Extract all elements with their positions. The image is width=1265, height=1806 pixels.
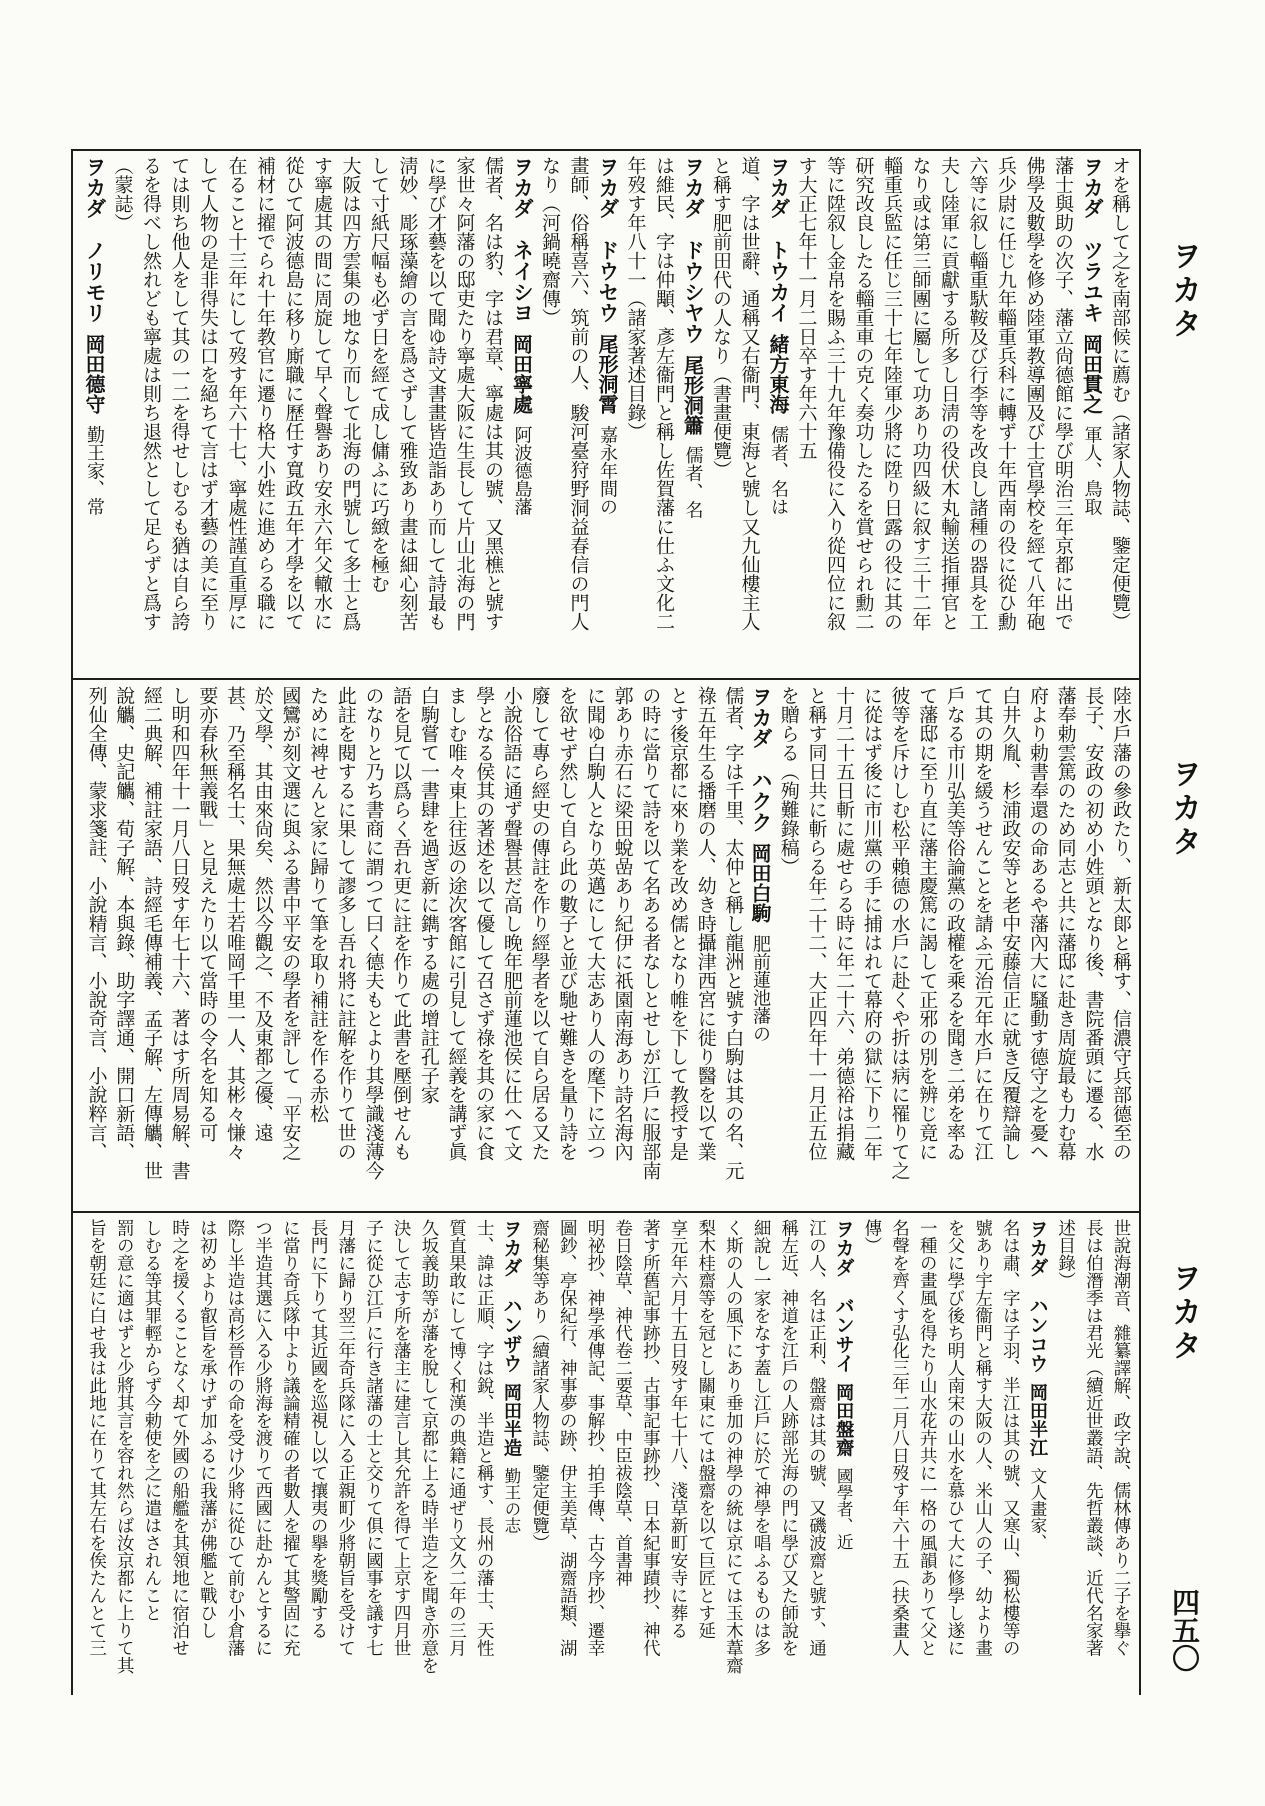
text-column: 著す所舊記事跡抄、古事記事跡抄、日本紀事蹟抄、神代 [640,1219,661,1657]
text-column: るを得べし然れども寧處は則ち退然として足らずと爲す [140,156,162,631]
text-column: 質直果敢にして博く和漢の典籍に通ぜり文久二年の三月 [446,1219,467,1657]
text-column: 要亦春秋無義戰」と見えたり以て當時の令名を知る可 [196,686,219,1142]
text-column: 道、字は世辭、通稱又右衞門、東海と號し又九仙樓主人 [738,156,761,631]
headword-name: 尾形洞簫 [680,354,705,435]
text-column: して人物の是非得失は口を絕ちて言はず才藝の美に至り [197,156,219,631]
headword-kana: ヲカダ ツラユキ [1079,156,1104,324]
entry-heading-column [507,156,536,674]
text-column: 兵少尉に任じ九年輜重兵科に轉ず十年西南の役に從ひ勳 [995,156,1017,631]
headword-name: 岡田半江 [1026,1382,1048,1457]
text-column: 士、諱は正順、字は銳、半造と稱す、長州の藩士、天性 [474,1219,495,1657]
text-column: （蒙誌） [111,156,134,232]
text-column: 儒者、名は豹、字は君章、寧處は其の號、又黑樵と號す [482,156,504,631]
text-column: 名聲を齊くす弘化三年二月八日歿す年六十五（扶桑畫人 [889,1219,910,1657]
text-column: 決して志す所を藩主に建言し其允許を得て上京す四月世 [391,1219,412,1657]
text-column: 六等に叙し輜重馱鞍及び行李等を改良し諸種の器具を工 [966,156,989,631]
headword-kana: ヲカダ ノリモリ [82,156,106,324]
top-tier [78,156,1134,674]
text-column: オを稱して之を南部候に薦む（諸家人物誌、鑒定便覽） [1109,156,1131,631]
headword-kana: ヲカダ ハンザウ [499,1219,523,1373]
frame-right-rule [1139,149,1141,1695]
text-column: は維民、字は仲顒、彥左衞門と稱し佐賀藩に仕ふ文化二 [653,156,675,631]
entry-description: 嘉永年間の [597,425,618,516]
entry-heading-column [829,1219,857,1693]
text-column: 小說俗語に通ず聲譽甚だ高し晚年肥前蓮池侯に仕へて文 [500,686,523,1161]
headword-kana: ヲカダ バンサイ [832,1219,856,1373]
text-column: して寸紙尺幅も必ず日を經て成し傭ふに巧緻を極む [368,156,390,593]
text-column: なり（河鍋曉齋傳） [539,156,561,327]
entry-description: 儒者、名 [682,446,704,519]
text-column: く斯の人の風下にあり垂加の神學の統は京にては玉木葦齋 [723,1219,744,1674]
entry-heading-column [593,156,622,674]
text-column: に從はず後に市川黨の手に捕はれて幕府の獄に下り二年 [860,686,883,1161]
text-column: 國鸞が刻文選に與ふる書中平安の學者を評して「平安之 [279,686,302,1161]
running-head-bottom: ヲカタ [1166,1262,1201,1364]
text-column: 祿五年生る播磨の人、幼き時攝津西宮に徙り醫を以て業 [694,686,717,1161]
text-column: に學び才藝を以て聞ゆ詩文書畫皆造詣あり而して詩最も [425,156,447,631]
entry-description: 儒者、名は [768,425,789,516]
text-column: ましむ唯々東上往返の途次客館に引見して經義を講ず眞 [445,686,468,1161]
text-column: のなりと乃ち書商に謂つて曰く德夫もとより其學識淺薄今 [362,686,385,1180]
text-column: 時之を援くることなく却て外國の船艦を其領地に宿泊せ [169,1219,190,1657]
text-column: 年歿す年八十一（諸家著述目錄） [624,156,647,441]
text-column: を欲せず然して自ら此の數子と並び馳せ難きを量り詩を [556,686,579,1161]
text-column: 家世々阿藩の邸吏たり寧處大阪に生長して片山北海の門 [453,156,476,631]
entry-heading-column [497,1219,525,1693]
entry-description: 勤王の志 [501,1467,521,1534]
text-column: 廢して專ら經史の傳註を作り經學者を以て自ら居る又た [528,686,551,1161]
tier-divider-upper [71,678,1141,680]
text-column: ては則ち他人をして其の一二を得せしむるも猶は自ら誇 [168,156,191,631]
headword-name: 岡田半造 [500,1382,522,1457]
headword-kana: ヲカダ ドウセウ [595,156,619,324]
text-column: 傳） [861,1219,882,1254]
entry-description: 肥前蓮池藩の [750,934,772,1043]
text-column: 大阪は四方雲集の地なり而して北海の門號して多士と爲 [339,156,362,631]
text-column: 梨木桂齋等を冠とし關東にては盤齋を以て巨匠とす延 [695,1219,716,1639]
text-column: つ半造其選に入る少將海を渡りて西國に赴かんとするに [252,1219,273,1657]
entry-description: 軍人、鳥取 [1081,425,1103,516]
text-column: を父に學び後ち明人南宋の山水を慕ひて大に修學し遂に [944,1219,965,1657]
text-column: 夫し陸軍に貢獻する所多し日淸の役伏木丸輸送指揮官と [938,156,960,631]
text-column: 月藩に歸り翌三年奇兵隊に入る正親町少將朝旨を受けて [335,1219,356,1657]
text-column: 細說し一家をなす蓋し江戶に於て神學を唱ふるものは多 [751,1219,772,1657]
text-column: 十月二十五日斬に處せらる時に年二十六、弟德裕は捐藏 [833,686,856,1161]
text-column: に聞ゆ白駒人となり英邁にして大志あり人の麾下に立つ [583,686,606,1161]
running-head-middle: ヲカタ [1166,758,1201,860]
entry-description: 文人畫家、 [1027,1467,1047,1551]
headword-name: 尾形洞霄 [595,333,619,414]
text-column: 在ること十三年にして歿す年六十七、寧處性謹直重厚に [225,156,248,631]
text-column: ために裨せんと家に歸りて筆を取り補註を作る赤松 [307,686,330,1123]
frame-left-rule [71,149,73,1695]
text-column: を贈らる（殉難錄稿） [777,686,800,876]
headword-name: 岡田盤齋 [833,1382,855,1457]
entry-heading-column [764,156,793,674]
entry-description: 阿波德島藩 [511,425,533,516]
text-column: す大正七年十一月二日卒す年六十五 [795,156,818,460]
text-column: 罰の意に適はずと少將其言を容れ然らば汝京都に上りて其 [114,1219,135,1674]
headword-kana: ヲカダ ハクク [748,686,773,833]
text-column: 圖鈔、亭保紀行、神事夢の跡、伊主美草、湖齋語類、湖 [557,1219,578,1657]
headword-kana: ヲカダ ハンコウ [1025,1219,1049,1373]
text-column: 藩士與助の次子、藩立尙德館に學び明治三年京都に出で [1052,156,1074,631]
text-column: 此註を閱するに果して謬多し吾れ將に註解を作りて世の [334,686,357,1161]
text-column: 久坂義助等が藩を脫して京都に上る時半造之を聞き亦意を [418,1219,439,1674]
frame-top-rule [71,149,1141,151]
text-column: 補材に擢でられ十年教官に遷り格大小姓に進めらる職に [254,156,276,631]
text-column: の時に當りて詩を以て名ある者なしとせしが江戶に服部南 [639,686,662,1180]
text-column: 號あり宇左衞門と稱す大阪の人、米山人の子、幼より畫 [972,1219,993,1657]
text-column: 齋秘集等あり（續諸家人物誌、鑒定便覽） [529,1219,550,1552]
headword-kana: ヲカダ ドウシヤウ [680,156,705,345]
text-column: 等に陞叙し金帛を賜ふ三十九年豫備役に入り從四位に叙 [824,156,846,631]
text-column: 佛學及數學を修め陸軍教導團及び士官學校を經て八年砲 [1023,156,1046,631]
text-column: は初めより叡旨を承けず加ふるに我藩が佛艦と戰ひし [197,1219,218,1639]
text-column: 戶なる市川弘美等俗論黨の政權を乘るを聞き二弟を率ゐ [943,686,966,1161]
text-column: 旨を朝廷に白せ我は此地に在りて其左右を俟たんとて三 [86,1219,107,1657]
text-column: 儒者、字は千里、太仲と稱し龍洲と號す白駒は其の名、元 [722,686,745,1180]
text-column: 畫師、俗稱喜六、筑前の人、駿河臺狩野洞益春信の門人 [567,156,590,631]
headword-name: 岡田貫之 [1079,333,1104,414]
text-column: て其の期を緩うせんことを請ふ元治元年水戶に在りて江 [971,686,994,1161]
text-column: 從ひて阿波德島に移り廝職に歷任す寬政五年才學を以て [282,156,305,631]
running-head-top: ヲカタ [1166,240,1201,342]
text-column: 長門に下りて其近國を巡視し以て攘夷の擧を獎勵する [308,1219,329,1639]
headword-name: 岡田寧處 [509,333,534,414]
text-column: しむる等其罪輕からず今勅使を之に遣はされんこと [141,1219,162,1622]
text-column: なり或は第三師團に屬して功あり功四級に叙す三十二年 [909,156,932,631]
text-column: 甚、乃至稱名士、果無處士若唯岡千里一人、其彬々慊々 [224,686,246,1161]
text-column: 郭あり赤石に梁田蛻嵒あり紀伊に祇園南海あり詩名海內 [611,686,634,1161]
text-column: 稱左近、神道を江戶の人跡部光海の門に學び又た師說を [778,1219,799,1657]
headword-name: 岡田德守 [82,333,106,414]
text-column: 白井久胤、杉浦政安等と老中安藤信正に就き反覆辯論し [999,686,1022,1161]
text-column: 淸妙、彫琢藻繪の言を爲さずして雅致あり畫は細心刻苦 [396,156,419,631]
text-column: 陸水戶藩の參政たり、新太郞と稱す、信濃守兵部德至の [1110,686,1132,1161]
headword-kana: ヲカダ トウカイ [766,156,790,324]
entry-heading-column [80,156,109,674]
text-column: 輜重兵監に任じ三十七年陸軍少將に陞り日露の役に其の [881,156,903,631]
text-column: 享元年六月十五日歿す年七十八、淺草新町安寺に葬る [668,1219,688,1639]
entry-heading-column [1023,1219,1051,1693]
text-column: 說觿、史記觿、荀子解、本與錄、助字譯通、開口新語、 [113,686,136,1161]
text-column: 經二典解、補註家語、詩經毛傳補義、孟子解、左傳觿、世 [140,686,163,1180]
entry-heading-column [746,686,774,1206]
text-column: 江の人、名は正利、盤齋は其の號、又磯波齋と號す、通 [806,1219,827,1657]
text-column: 卷日陰草、神代卷二要草、中臣祓陰草、首書神 [612,1219,633,1587]
entry-heading-column [1077,156,1106,674]
text-column: とす後京都に來り業を改め儒となり帷を下して教授す是 [667,686,689,1161]
text-column: 一種の畫風を得たり山水花卉共に一格の風韻ありて父と [917,1219,938,1657]
entry-heading-column [678,156,707,674]
middle-tier [78,686,1134,1206]
text-column: 述目錄） [1055,1219,1076,1289]
text-column: 白駒嘗て一書肆を過ぎ新に鐫する處の增註孔子家 [417,686,440,1104]
text-column: 長子、安政の初め小姓頭となり後、書院番頭に遷る、水 [1082,686,1105,1161]
entry-description: 國學者、近 [834,1467,854,1551]
text-column: 彼等を斥けしむ松平賴德の水戶に赴くや折は病に罹りて之 [888,686,911,1180]
text-column: と稱す肥前田代の人なり（書畫便覽） [710,156,732,479]
text-column: 際し半造は高杉晉作の命を受け少將に從ひて前む小倉藩 [225,1219,245,1657]
entry-description: 勤王家、常 [84,425,105,516]
text-column: 世說海潮音、雜纂譯解、政字說、儒林傳あり二子を擧ぐ [1111,1219,1131,1657]
text-column: 子に從ひ江戶に行き諸藩の士と交りて俱に國事を議す七 [363,1219,384,1657]
text-column: 列仙全傳、蒙求箋註、小說精言、小說奇言、小說粹言、 [85,686,108,1161]
text-column: 府より勅書奉還の命あるや藩內大に騷動す德守之を憂へ [1026,686,1049,1161]
text-column: 學となる侯其の著述を以て優して召さず祿を其の家に食 [473,686,496,1161]
page-number: 四五〇 [1168,1588,1201,1672]
text-column: 藩奉勅雲篤のため同志と共に藩邸に赴き周旋最も力む幕 [1054,686,1077,1161]
text-column: 長は伯潛季は君光（續近世叢語、先哲叢談、近代名家著 [1083,1219,1104,1657]
text-column: 研究改良したる輜重車の克く奏功したるを賞せられ勳二 [852,156,875,631]
text-column: と稱す同日共に斬らる年二十二、大正四年十一月正五位 [805,686,828,1161]
text-column: す寧處其の間に周旋して早く聲譽あり安永六年父轍水に [311,156,333,631]
text-column: 於文學、其由來尙矣、然以今觀之、不及東都之優、遠 [251,686,274,1142]
text-column: し明和四年十一月八日歿す年七十六、著はす所周易解、書 [168,686,191,1180]
tier-divider-lower [71,1211,1141,1213]
bottom-tier [78,1219,1134,1693]
text-column: 語を見て以爲らく吾れ更に註を作りて此書を壓倒せんも [390,686,413,1161]
headword-kana: ヲカダ ネイシヨ [509,156,534,324]
text-column: 明祕抄、神學承傳記、事解抄、拍手傳、古今序抄、遷幸 [584,1219,605,1657]
headword-name: 緒方東海 [766,333,790,414]
text-column: 名は肅、字は子羽、半江は其の號、又寒山、獨松樓等の [1000,1219,1021,1657]
text-column: に當り奇兵隊中より議論精確の者數人を擢て其警固に充 [280,1219,301,1657]
headword-name: 岡田白駒 [748,842,773,923]
text-column: て藩邸に至り直に藩主慶篤に謁して正邪の別を辨じ竟に [916,686,939,1161]
